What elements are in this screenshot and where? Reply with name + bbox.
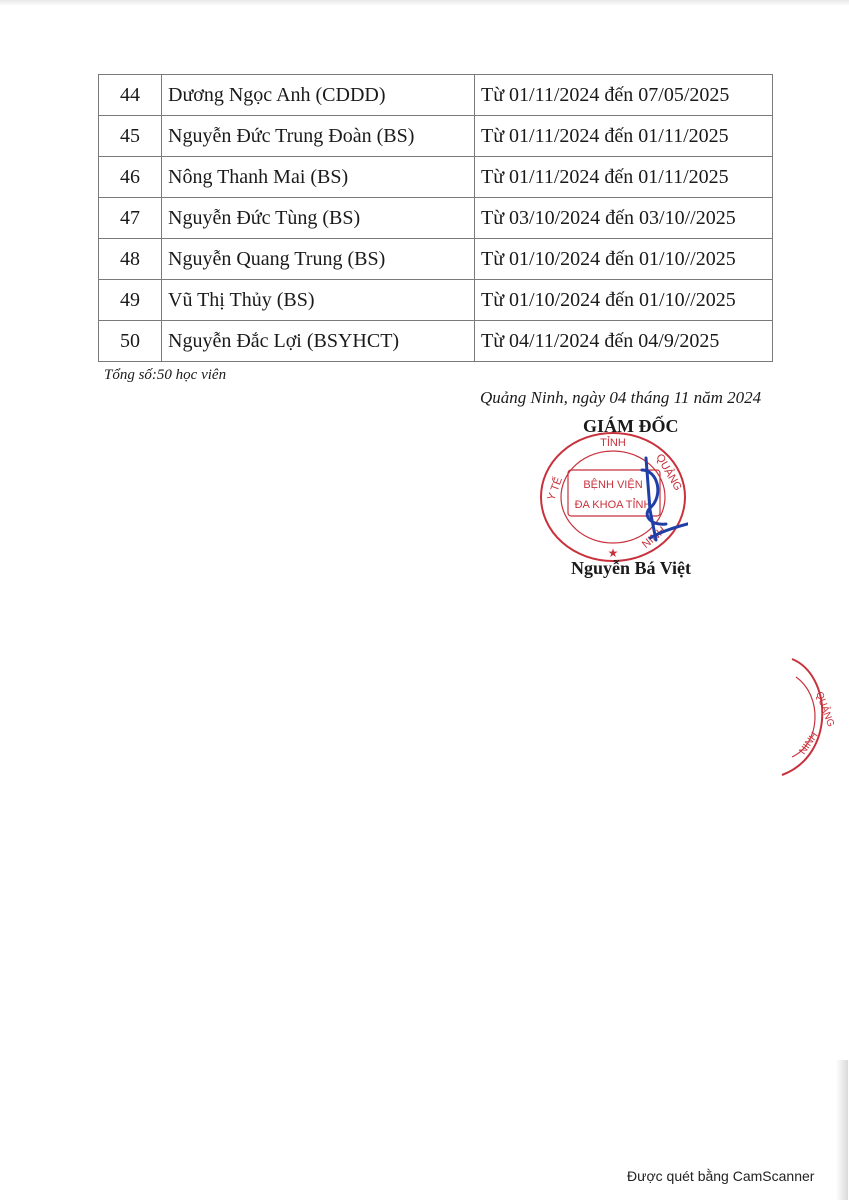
table-row [99, 198, 773, 239]
row-number: 50 [99, 321, 162, 362]
training-period: Từ 01/11/2024 đến 07/05/2025 [475, 75, 773, 116]
student-name: Vũ Thị Thủy (BS) [162, 280, 475, 321]
training-period: Từ 01/11/2024 đến 01/11/2025 [475, 116, 773, 157]
table-row [99, 280, 773, 321]
row-number: 45 [99, 116, 162, 157]
stamp-left-text: Y TẾ [545, 475, 565, 503]
student-name: Dương Ngọc Anh (CDDD) [162, 75, 475, 116]
training-period: Từ 03/10/2024 đến 03/10//2025 [475, 198, 773, 239]
stamp-line1: BỆNH VIỆN [583, 479, 643, 491]
student-name: Nguyễn Đức Tùng (BS) [162, 198, 475, 239]
row-number: 46 [99, 157, 162, 198]
scan-page-edge [836, 1060, 848, 1200]
row-number: 48 [99, 239, 162, 280]
training-period: Từ 04/11/2024 đến 04/9/2025 [475, 321, 773, 362]
partial-stamp-bottom-text: NINH [797, 730, 821, 757]
total-students: Tổng số:50 học viên [104, 367, 227, 383]
partial-stamp-outer-arc [782, 659, 822, 775]
table-row [99, 116, 773, 157]
table-row [99, 157, 773, 198]
partial-stamp-mark [760, 655, 840, 780]
hospital-stamp [538, 430, 688, 570]
student-name: Nguyễn Đắc Lợi (BSYHCT) [162, 321, 475, 362]
stamp-bottom-text: NINH [639, 524, 669, 551]
table-row [99, 239, 773, 280]
student-table [98, 74, 773, 362]
student-name: Nguyễn Quang Trung (BS) [162, 239, 475, 280]
student-name: Nguyễn Đức Trung Đoàn (BS) [162, 116, 475, 157]
row-number: 47 [99, 198, 162, 239]
scan-edge-shadow [0, 0, 849, 6]
stamp-star-icon: ★ [607, 546, 619, 560]
place-date: Quảng Ninh, ngày 04 tháng 11 năm 2024 [480, 388, 762, 407]
signer-title: GIÁM ĐỐC [583, 416, 679, 436]
table-row [99, 75, 773, 116]
stamp-top-text: TỈNH [600, 437, 626, 449]
training-period: Từ 01/11/2024 đến 01/11/2025 [475, 157, 773, 198]
signer-name: Nguyễn Bá Việt [571, 558, 692, 578]
table-row [99, 321, 773, 362]
student-name: Nông Thanh Mai (BS) [162, 157, 475, 198]
stamp-line2: ĐA KHOA TỈNH [574, 499, 652, 511]
training-period: Từ 01/10/2024 đến 01/10//2025 [475, 280, 773, 321]
row-number: 49 [99, 280, 162, 321]
camscanner-watermark: Được quét bằng CamScanner [627, 1168, 815, 1184]
stamp-right-text: QUẢNG [653, 452, 684, 493]
partial-stamp-right-text: QUẢNG [813, 690, 837, 729]
row-number: 44 [99, 75, 162, 116]
training-period: Từ 01/10/2024 đến 01/10//2025 [475, 239, 773, 280]
